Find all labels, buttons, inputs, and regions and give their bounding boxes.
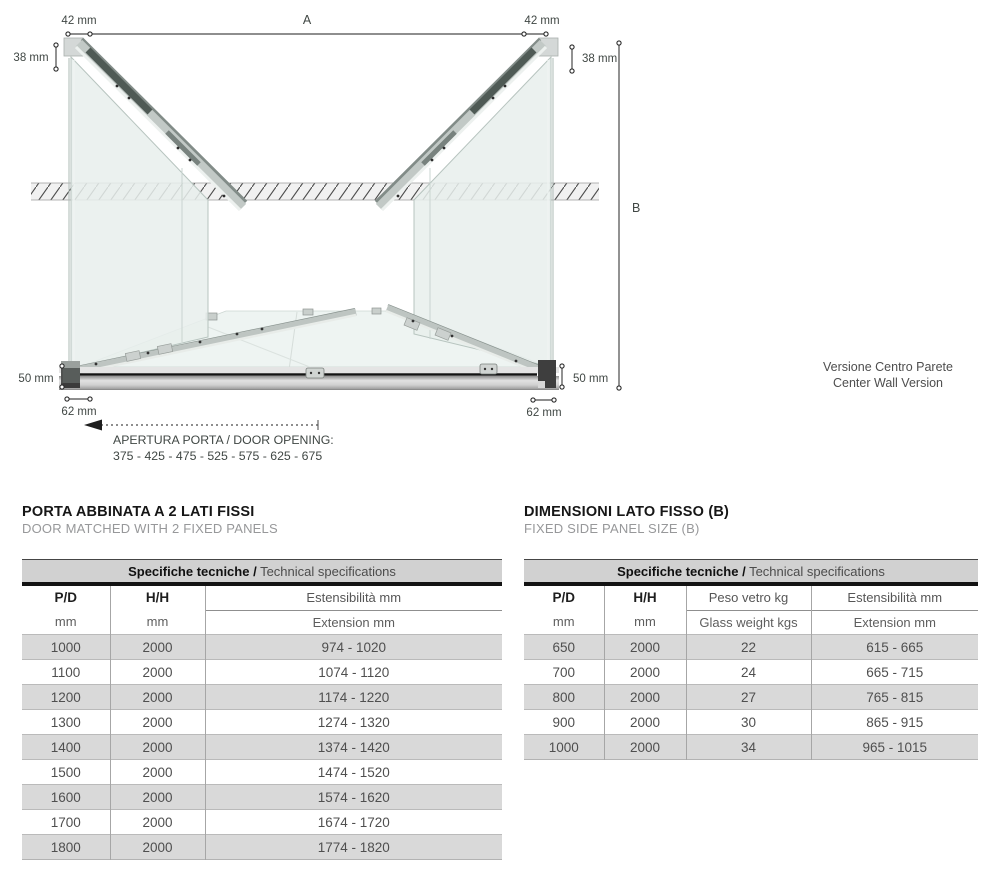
table-cell: 1500 xyxy=(50,764,81,780)
dim-label-38-right: 38 mm xyxy=(582,53,618,65)
table-subtitle: DOOR MATCHED WITH 2 FIXED PANELS xyxy=(22,521,278,536)
column-header-line2: Extension mm xyxy=(853,615,936,630)
specs-table xyxy=(22,586,502,860)
spec-header-rest: Technical specifications xyxy=(256,564,396,579)
table-row xyxy=(524,735,978,760)
table-row xyxy=(22,810,502,835)
table-cell: 965 - 1015 xyxy=(811,735,978,760)
table-title: DIMENSIONI LATO FISSO (B) xyxy=(524,504,730,520)
door-with-fixed-panels-table xyxy=(22,504,502,860)
table-row xyxy=(22,710,502,735)
table-body xyxy=(524,635,978,760)
table-cell: 1374 - 1420 xyxy=(205,735,502,760)
specs-table xyxy=(524,586,978,760)
table-cell: 700 xyxy=(552,664,576,680)
table-cell: 650 xyxy=(552,639,576,655)
column-header-hh xyxy=(604,586,686,635)
table-cell: 2000 xyxy=(604,710,686,735)
table-cell: 974 - 1020 xyxy=(205,635,502,660)
dim-label-50-left: 50 mm xyxy=(18,373,54,385)
dim-label-50-right: 50 mm xyxy=(573,373,609,385)
table-cell: 2000 xyxy=(604,635,686,660)
table-row xyxy=(524,635,978,660)
column-header-glass-weight xyxy=(686,586,811,635)
table-cell: 1174 - 1220 xyxy=(205,685,502,710)
table-cell: 765 - 815 xyxy=(811,685,978,710)
table-cell: 22 xyxy=(686,635,811,660)
dim-label-a: A xyxy=(302,13,312,27)
column-header-line2: mm xyxy=(54,614,77,629)
table-cell: 800 xyxy=(552,689,576,705)
table-body xyxy=(22,635,502,860)
spec-header-bar xyxy=(22,559,502,586)
column-header-line2: Glass weight kgs xyxy=(699,615,798,630)
version-label-line1: Versione Centro Parete xyxy=(823,360,953,374)
spec-header-bar xyxy=(524,559,978,586)
table-row xyxy=(22,735,502,760)
dim-label-38-left: 38 mm xyxy=(13,52,49,64)
table-cell: 2000 xyxy=(604,735,686,760)
table-cell: 2000 xyxy=(110,660,205,685)
table-subtitle: FIXED SIDE PANEL SIZE (B) xyxy=(524,521,700,536)
table-cell: 1674 - 1720 xyxy=(205,810,502,835)
table-cell: 30 xyxy=(686,710,811,735)
spec-header-bold: Specifiche tecniche / xyxy=(128,564,257,579)
column-header-hh xyxy=(110,586,205,635)
version-label-line2: Center Wall Version xyxy=(833,376,943,390)
dim-label-42-right: 42 mm xyxy=(524,15,560,27)
table-cell: 2000 xyxy=(110,735,205,760)
column-header-line1: Estensibilità mm xyxy=(812,586,979,611)
table-cell: 2000 xyxy=(110,685,205,710)
table-cell: 1000 xyxy=(548,739,579,755)
dim-label-b: B xyxy=(632,201,641,215)
dim-label-62-right: 62 mm xyxy=(526,407,562,419)
table-cell: 1700 xyxy=(50,814,81,830)
table-cell: 27 xyxy=(686,685,811,710)
table-cell: 2000 xyxy=(110,835,205,860)
spec-header-bold: Specifiche tecniche / xyxy=(617,564,746,579)
table-cell: 1200 xyxy=(50,689,81,705)
table-cell: 900 xyxy=(552,714,576,730)
column-header-line2: mm xyxy=(146,614,169,629)
column-header-line1: H/H xyxy=(633,590,657,605)
dim-label-62-left: 62 mm xyxy=(61,406,97,418)
door-opening-arrowhead xyxy=(84,420,102,431)
column-header-extension xyxy=(811,586,978,635)
table-row xyxy=(22,760,502,785)
table-cell: 1000 xyxy=(50,639,81,655)
table-cell: 2000 xyxy=(604,685,686,710)
right-wall-bracket xyxy=(538,360,556,388)
table-row xyxy=(22,635,502,660)
table-cell: 2000 xyxy=(110,810,205,835)
column-header-line1: Estensibilità mm xyxy=(206,586,503,611)
table-cell: 1274 - 1320 xyxy=(205,710,502,735)
table-cell: 2000 xyxy=(110,760,205,785)
table-cell: 34 xyxy=(686,735,811,760)
table-cell: 615 - 665 xyxy=(811,635,978,660)
table-cell: 2000 xyxy=(110,710,205,735)
table-row xyxy=(524,660,978,685)
column-header-line1: P/D xyxy=(54,590,77,605)
column-header-line2: mm xyxy=(634,614,656,629)
fixed-side-panel-size-table xyxy=(524,504,978,760)
table-cell: 1474 - 1520 xyxy=(205,760,502,785)
table-row xyxy=(22,685,502,710)
dim-label-42-left: 42 mm xyxy=(61,15,97,27)
column-header-pd xyxy=(524,586,604,635)
table-cell: 1774 - 1820 xyxy=(205,835,502,860)
table-cell: 865 - 915 xyxy=(811,710,978,735)
table-cell: 1574 - 1620 xyxy=(205,785,502,810)
table-cell: 2000 xyxy=(604,660,686,685)
column-header-line1: P/D xyxy=(552,590,575,605)
table-row xyxy=(22,785,502,810)
table-row xyxy=(22,835,502,860)
column-header-line2: mm xyxy=(552,614,575,629)
table-cell: 24 xyxy=(686,660,811,685)
column-header-line1: H/H xyxy=(145,590,170,605)
column-header-pd xyxy=(22,586,110,635)
bottom-track xyxy=(59,364,559,390)
table-row xyxy=(524,710,978,735)
table-cell: 2000 xyxy=(110,785,205,810)
column-header-extension xyxy=(205,586,502,635)
table-cell: 1600 xyxy=(50,789,81,805)
table-cell: 1074 - 1120 xyxy=(205,660,502,685)
column-header-line1: Peso vetro kg xyxy=(687,586,811,611)
table-cell: 1800 xyxy=(50,839,81,855)
table-title: PORTA ABBINATA A 2 LATI FISSI xyxy=(22,504,255,520)
door-opening-label-line1: APERTURA PORTA / DOOR OPENING: xyxy=(113,433,334,447)
table-cell: 665 - 715 xyxy=(811,660,978,685)
spec-header-rest: Technical specifications xyxy=(745,564,885,579)
table-cell: 2000 xyxy=(110,635,205,660)
table-cell: 1300 xyxy=(50,714,81,730)
table-cell: 1100 xyxy=(51,664,81,680)
column-header-line2: Extension mm xyxy=(312,615,395,630)
door-opening-label-line2: 375 - 425 - 475 - 525 - 575 - 625 - 675 xyxy=(113,449,323,463)
table-row xyxy=(22,660,502,685)
table-cell: 1400 xyxy=(50,739,81,755)
table-row xyxy=(524,685,978,710)
